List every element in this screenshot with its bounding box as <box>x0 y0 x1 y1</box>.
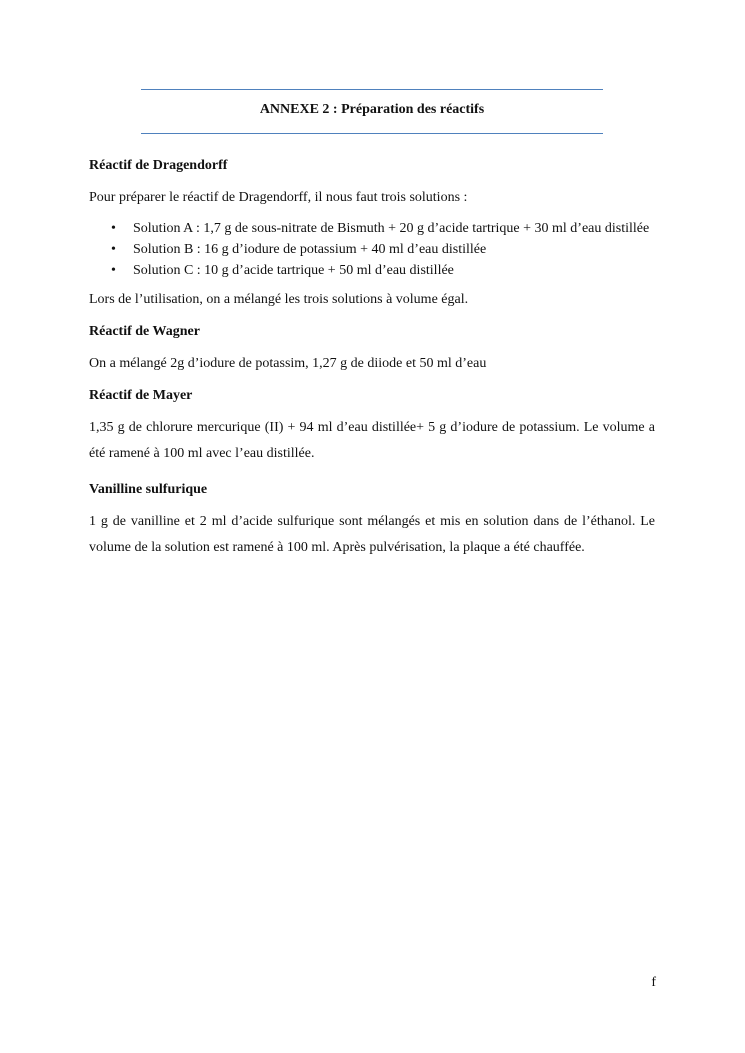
title-top-rule <box>141 89 603 90</box>
heading-wagner: Réactif de Wagner <box>89 324 200 339</box>
dragendorff-outro: Lors de l’utilisation, on a mélangé les trois solutions à volume égal. <box>89 292 469 307</box>
heading-dragendorff: Réactif de Dragendorff <box>89 158 228 173</box>
heading-mayer: Réactif de Mayer <box>89 388 193 403</box>
page-title: ANNEXE 2 : Préparation des réactifs <box>259 102 485 117</box>
bullet-icon: • <box>111 263 116 278</box>
bullet-icon: • <box>111 242 116 257</box>
solution-a-text: Solution A : 1,7 g de sous-nitrate de Bismuth + 20 g d’acide tartrique + 30 ml d’eau distillée <box>133 221 650 236</box>
dragendorff-solution-list <box>89 220 655 280</box>
mayer-text: 1,35 g de chlorure mercurique (II) + 94 ml d’eau distillée+ 5 g d’iodure de potassium. Le volume a été ramené à 100 ml avec l’eau distillée. <box>89 420 655 461</box>
list-item <box>89 262 655 280</box>
vanilline-text: 1 g de vanilline et 2 ml d’acide sulfurique sont mélangés et mis en solution dans de l’éthanol. Le volume de la solution est ramené à 100 ml. Après pulvérisation, la plaque a été chauffée. <box>89 514 655 555</box>
title-bottom-rule <box>141 133 603 134</box>
page-number: f <box>651 975 656 990</box>
solution-b-text: Solution B : 16 g d’iodure de potassium + 40 ml d’eau distillée <box>133 242 487 257</box>
bullet-icon: • <box>111 221 116 236</box>
wagner-text: On a mélangé 2g d’iodure de potassim, 1,27 g de diiode et 50 ml d’eau <box>89 356 487 371</box>
document-body <box>89 157 655 561</box>
list-item <box>89 241 655 259</box>
solution-c-text: Solution C : 10 g d’acide tartrique + 50 ml d’eau distillée <box>133 263 454 278</box>
heading-vanilline: Vanilline sulfurique <box>89 482 208 497</box>
dragendorff-intro: Pour préparer le réactif de Dragendorff, il nous faut trois solutions : <box>89 190 468 205</box>
list-item <box>89 220 655 238</box>
